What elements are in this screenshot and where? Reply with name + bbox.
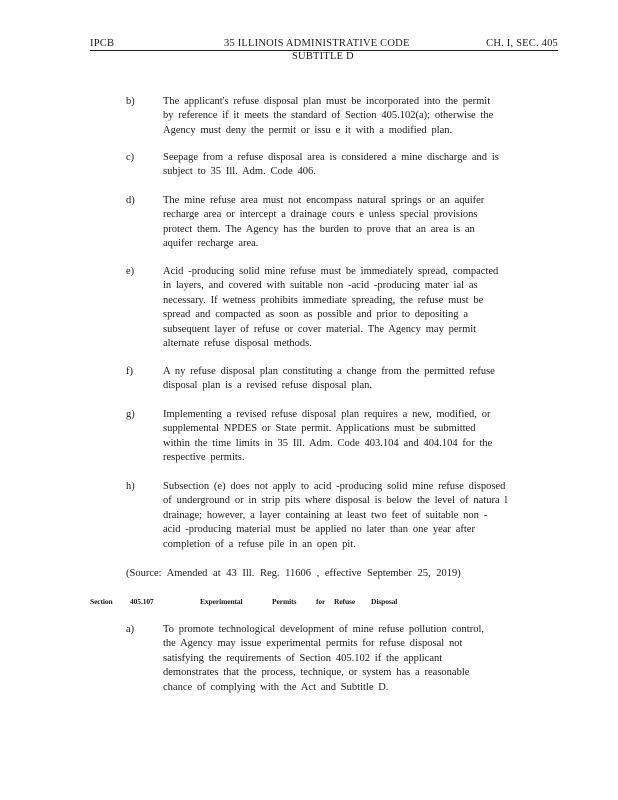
text-line: Seepage from a refuse disposal area is considered a mine discharge and is: [163, 152, 499, 163]
section-title-word: Refuse: [334, 597, 356, 606]
text-line: Acid -producing solid mine refuse must be immediately spread, compacted: [163, 266, 499, 277]
page-header: [90, 38, 558, 51]
subsection-text: [163, 265, 523, 351]
text-line: subject to 35 Ill. Adm. Code 406.: [163, 166, 316, 178]
subsection-label: a): [126, 624, 135, 635]
text-line: acid -producing material must be applied no later than one year after: [163, 524, 475, 536]
subsection-text: [163, 480, 523, 552]
text-line: aquifer recharge area.: [163, 238, 259, 250]
header-code-title: 35 ILLINOIS ADMINISTRATIVE CODE: [224, 38, 410, 49]
text-line: satisfying the requirements of Section 405.102 if the applicant: [163, 652, 443, 664]
subsection-text: [163, 623, 523, 695]
section-word: Section: [90, 597, 113, 606]
text-line: the Agency may issue experimental permits for refuse disposal not: [163, 638, 463, 650]
subsection-label: c): [126, 152, 135, 163]
text-line: To promote technological development of mine refuse pollution control,: [163, 624, 484, 635]
subsection-label: e): [126, 266, 135, 277]
section-title-word: for: [316, 597, 326, 606]
header-chapter-section: CH. I, SEC. 405: [486, 38, 558, 49]
text-line: chance of complying with the Act and Subtitle D.: [163, 681, 389, 693]
text-line: The applicant's refuse disposal plan must be incorporated into the permit: [163, 96, 491, 107]
subsection-label: d): [126, 195, 135, 206]
header-subtitle: SUBTITLE D: [292, 51, 354, 62]
section-title-word: Permits: [272, 597, 297, 606]
text-line: protect them. The Agency has the burden to prove that an area is an: [163, 223, 475, 235]
subsection-text: [163, 95, 523, 138]
text-line: Agency must deny the permit or issu e it with a modified plan.: [163, 124, 453, 136]
text-line: drainage; however, a layer containing at least two feet of suitable non -: [163, 509, 488, 521]
text-line: supplemental NPDES or State permit. Applications must be submitted: [163, 423, 476, 435]
subsection-text: [163, 151, 523, 180]
text-line: The mine refuse area must not encompass natural springs or an aquifer: [163, 195, 485, 206]
subsection-text: [163, 365, 523, 394]
text-line: by reference if it meets the standard of Section 405.102(a); otherwise the: [163, 110, 494, 122]
text-line: demonstrates that the process, technique, or system has a reasonable: [163, 667, 470, 679]
subsection-label: b): [126, 96, 135, 107]
subsection-label: f): [126, 366, 133, 377]
text-line: Implementing a revised refuse disposal plan requires a new, modified, or: [163, 409, 491, 420]
section-title-word: Disposal: [371, 597, 398, 606]
text-line: within the time limits in 35 Ill. Adm. Code 403.104 and 404.104 for the: [163, 437, 493, 449]
text-line: spread and compacted as soon as possible and prior to depositing a: [163, 309, 469, 321]
text-line: recharge area or intercept a drainage cours e unless special provisions: [163, 209, 478, 221]
text-line: necessary. If wetness prohibits immediate spreading, the refuse must be: [163, 294, 484, 306]
section-title-word: Experimental: [200, 597, 243, 606]
subsection-text: [163, 194, 523, 252]
text-line: subsequent layer of refuse or cover material. The Agency may permit: [163, 323, 477, 335]
subsection-text: [163, 408, 523, 466]
header-agency: IPCB: [90, 38, 115, 49]
text-line: A ny refuse disposal plan constituting a change from the permitted refuse: [163, 366, 495, 377]
subsection-label: h): [126, 481, 135, 492]
text-line: disposal plan is a revised refuse disposal plan.: [163, 380, 373, 392]
text-line: completion of a refuse pile in an open pit.: [163, 538, 356, 550]
text-line: of underground or in strip pits where disposal is below the level of natura l: [163, 495, 508, 507]
text-line: Subsection (e) does not apply to acid -producing solid mine refuse disposed: [163, 481, 506, 492]
text-line: respective permits.: [163, 452, 245, 464]
source-note: (Source: Amended at 43 Ill. Reg. 11606 , effective September 25, 2019): [126, 568, 461, 579]
text-line: in layers, and covered with suitable non -acid -producing mater ial as: [163, 280, 478, 292]
section-number: 405.107: [130, 597, 154, 606]
subsection-label: g): [126, 409, 135, 420]
text-line: alternate refuse disposal methods.: [163, 338, 312, 350]
